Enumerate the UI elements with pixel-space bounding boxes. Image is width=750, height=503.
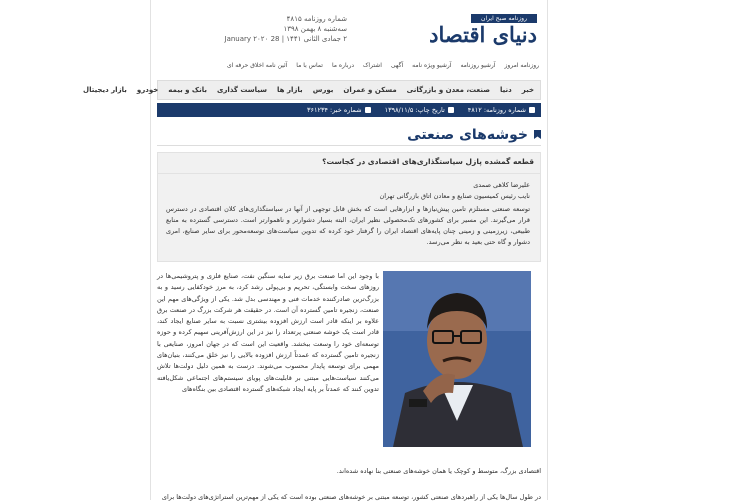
print-date-text: تاریخ چاپ: ۱۳۹۸/۱۱/۵ bbox=[384, 106, 445, 114]
top-nav-item[interactable]: تماس با ما bbox=[296, 62, 323, 69]
date-persian: سه‌شنبه ۸ بهمن ۱۳۹۸ bbox=[283, 25, 347, 33]
main-nav-item[interactable]: مسکن و عمران bbox=[343, 86, 397, 94]
lead-paragraph: توسعه صنعتی مستلزم تامین پیش‌نیازها و ابزارهایی است که بخش قابل توجهی از آنها در سیاستگذاری‌های کلان اقتصادی در دسترس قرار می‌گیرند. این مسیر برای کشورهای تک‌محصولی نظیر ایران، البته بسیار دشوارتر و ناهموارتر است. دسترسی گسترده به منابع طبیعی، زیرزمینی و زمینی چنان پایه‌های اقتصاد ایران را گرفتار خود کرده که تدوین سیاست‌های توسعه‌محور برای سایر صنایع، امری دشوار و گاه حتی بعید به نظر می‌رسد. bbox=[166, 205, 530, 246]
print-date-field bbox=[385, 106, 454, 114]
issue-info bbox=[225, 14, 347, 44]
news-number-text: شماره خبر: ۳۶۱۲۳۴ bbox=[307, 106, 362, 114]
top-nav-item[interactable]: آگهی bbox=[390, 62, 404, 69]
lead-box bbox=[157, 152, 541, 262]
issue-number: شماره روزنامه ۴۸۱۵ bbox=[286, 15, 347, 23]
author-portrait-image bbox=[383, 271, 531, 447]
author-role: نایب رئیس کمیسیون صنایع و معادن اتاق بازرگانی تهران bbox=[379, 192, 530, 200]
calendar-icon bbox=[448, 107, 454, 113]
main-nav-item[interactable]: بازار دیجیتال bbox=[83, 86, 127, 94]
page-title: خوشه‌های صنعتی bbox=[407, 126, 528, 143]
main-nav-item[interactable]: خودرو bbox=[136, 86, 159, 94]
top-nav-item[interactable]: درباره ما bbox=[331, 62, 355, 69]
main-nav-item[interactable]: بانک و بیمه bbox=[168, 86, 207, 94]
top-nav bbox=[157, 62, 539, 74]
document-icon bbox=[365, 107, 371, 113]
article-body-paragraph: با وجود این اما صنعت برق زیر سایه سنگین نفت، صنایع فلزی و پتروشیمی‌ها در روزهای سخت وابستگی، تحریم و بی‌پولی رشد کرد، به مرز خودکفایی رسید و به بزرگ‌ترین صادرکننده خدمات فنی و مهندسی بدل شد. یکی از ویژگی‌های مهم این صنعت، زنجیره تامین گسترده آن است. در حقیقت هر شرکت بزرگ در صنعت برق علاوه بر اینکه قادر است ارزش افزوده بیشتری نسبت به سایر صنایع ایجاد کند، قادر است یک خوشه صنعتی پرتعداد را نیز در این ارزش‌آفرینی سهیم کرده و حوزه توسعه‌ای خود را وسعت ببخشد. واقعیت این است که در جهان امروز، صنایعی با زنجیره تامین گسترده که عمدتاً ارزش افزوده بالایی را نیز خلق می‌کنند، بنیان‌های مهمی برای توسعه پایدار محسوب می‌شوند. درست به همین دلیل دولت‌ها تلاش می‌کنند سیاست‌هایی مبتنی بر قابلیت‌های پویای سیستم‌های اجتماعی شکل‌یافته تدوین کنند که عمدتاً بر پایه ایجاد شبکه‌های گسترده اقتصادی بین بنگاه‌های bbox=[157, 272, 379, 393]
issue-number-field bbox=[468, 106, 535, 114]
news-number-field bbox=[307, 106, 371, 114]
logo-text: دنیای اقتصاد bbox=[429, 22, 537, 47]
title-row bbox=[157, 124, 541, 146]
author-photo bbox=[383, 271, 531, 447]
lead-question: قطعه گمشده پازل سیاستگذاری‌های اقتصادی در کجاست؟ bbox=[322, 157, 534, 166]
issue-number-text: شماره روزنامه: ۴۸۱۲ bbox=[467, 106, 526, 114]
top-nav-item[interactable]: آرشیو ویژه نامه bbox=[412, 62, 452, 69]
site-header bbox=[151, 6, 547, 52]
lead-content bbox=[158, 173, 540, 261]
date-other: ۲ جمادی الثانی ۱۴۴۱ | 28 January ۲۰۲۰ bbox=[224, 35, 347, 43]
main-nav bbox=[83, 80, 541, 100]
main-nav-item[interactable]: دنیا bbox=[500, 86, 512, 94]
main-nav-item[interactable]: خبر bbox=[521, 86, 534, 94]
bookmark-icon bbox=[534, 130, 541, 139]
top-nav-item[interactable]: آرشیو روزنامه bbox=[460, 62, 496, 69]
author-name: علیرضا کلاهی صمدی bbox=[473, 181, 530, 189]
newspaper-icon bbox=[529, 107, 535, 113]
main-nav-item[interactable]: سیاست گذاری bbox=[216, 86, 268, 94]
article-info-bar bbox=[157, 103, 541, 117]
site-logo[interactable] bbox=[365, 14, 537, 46]
article-body-paragraph-end: اقتصادی بزرگ، متوسط و کوچک یا همان خوشه‌های صنعتی بنا نهاده شده‌اند. bbox=[336, 467, 541, 475]
article-page bbox=[83, 0, 548, 501]
main-nav-item[interactable]: صنعت، معدن و بازرگانی bbox=[406, 86, 491, 94]
top-nav-item[interactable]: آئین نامه اخلاق حرفه ای bbox=[226, 62, 288, 69]
top-nav-item[interactable]: اشتراک bbox=[363, 62, 382, 69]
top-nav-item[interactable]: روزنامه امروز bbox=[504, 62, 539, 69]
main-nav-item[interactable]: بازار ها bbox=[277, 86, 303, 94]
logo-badge: روزنامه صبح ایران bbox=[471, 14, 537, 23]
article-body-paragraph-next: در طول سال‌ها یکی از راهبردهای صنعتی کشور، توسعه مبتنی بر خوشه‌های صنعتی بوده است که یکی از مهم‌ترین استراتژی‌های دولت‌ها برای bbox=[161, 493, 541, 501]
main-nav-item[interactable]: بورس bbox=[312, 86, 334, 94]
